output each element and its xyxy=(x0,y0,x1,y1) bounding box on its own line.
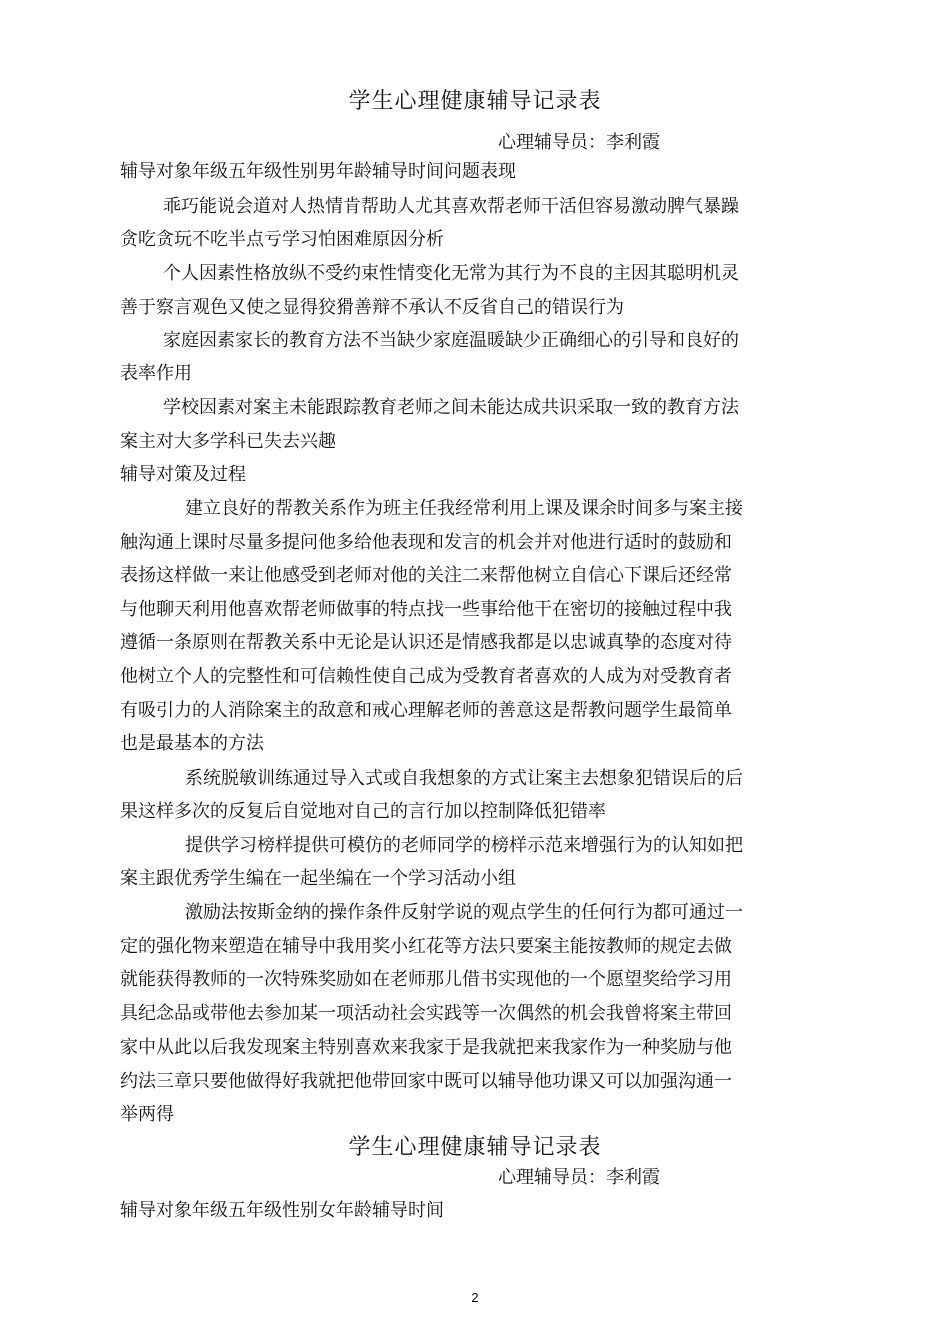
page-number: 2 xyxy=(471,1290,479,1305)
school-factor-line: 学校因素对案主未能跟踪教育老师之间未能达成共识采取一致的教育方法 xyxy=(163,397,739,418)
incentive-line: 具纪念品或带他去参加某一项活动社会实践等一次偶然的机会我曾将案主带回 xyxy=(120,1003,732,1024)
incentive-line: 定的强化物来塑造在辅导中我用奖小红花等方法只要案主能按教师的规定去做 xyxy=(120,936,732,957)
relation-paragraph-line: 与他聊天利用他喜欢帮老师做事的特点找一些事给他干在密切的接触过程中我 xyxy=(120,599,732,620)
relation-paragraph-line: 有吸引力的人消除案主的敌意和戒心理解老师的善意这是帮教问题学生最简单 xyxy=(120,700,732,721)
family-factor-line: 表率作用 xyxy=(120,363,192,384)
relation-paragraph-line: 表扬这样做一来让他感受到老师对他的关注二来帮他树立自信心下课后还经常 xyxy=(120,565,732,586)
counselor-line-2: 心理辅导员：李利霞 xyxy=(498,1167,660,1188)
desensitization-line: 系统脱敏训练通过导入式或自我想象的方式让案主去想象犯错误后的后 xyxy=(185,768,743,789)
strategy-heading: 辅导对策及过程 xyxy=(120,464,246,485)
relation-paragraph-line: 触沟通上课时尽量多提问他多给他表现和发言的机会并对他进行适时的鼓励和 xyxy=(120,532,732,553)
incentive-line: 就能获得教师的一次特殊奖励如在老师那儿借书实现他的一个愿望奖给学习用 xyxy=(120,969,732,990)
relation-paragraph-line: 他树立个人的完整性和可信赖性使自己成为受教育者喜欢的人成为对受教育者 xyxy=(120,666,732,687)
incentive-line: 家中从此以后我发现案主特别喜欢来我家于是我就把来我家作为一种奖励与他 xyxy=(120,1037,732,1058)
incentive-line: 约法三章只要他做得好我就把他带回家中既可以辅导他功课又可以加强沟通一 xyxy=(120,1071,732,1092)
relation-paragraph-line: 遵循一条原则在帮教关系中无论是认识还是情感我都是以忠诚真挚的态度对待 xyxy=(120,632,732,653)
subject-info-line: 辅导对象年级五年级性别男年龄辅导时间问题表现 xyxy=(120,161,516,182)
personal-factor-line: 个人因素性格放纵不受约束性情变化无常为其行为不良的主因其聪明机灵 xyxy=(163,263,739,284)
role-model-line: 提供学习榜样提供可模仿的老师同学的榜样示范来增强行为的认知如把 xyxy=(185,835,743,856)
problem-line: 贪吃贪玩不吃半点亏学习怕困难原因分析 xyxy=(120,229,444,250)
role-model-line: 案主跟优秀学生编在一起坐编在一个学习活动小组 xyxy=(120,868,516,889)
subject-info-line-2: 辅导对象年级五年级性别女年龄辅导时间 xyxy=(120,1200,444,1221)
personal-factor-line: 善于察言观色又使之显得狡猾善辩不承认不反省自己的错误行为 xyxy=(120,297,624,318)
incentive-line: 举两得 xyxy=(120,1104,174,1125)
counselor-line: 心理辅导员：李利霞 xyxy=(498,132,660,153)
problem-line: 乖巧能说会道对人热情肯帮助人尤其喜欢帮老师干活但容易激动脾气暴躁 xyxy=(163,196,739,217)
desensitization-line: 果这样多次的反复后自觉地对自己的言行加以控制降低犯错率 xyxy=(120,801,606,822)
family-factor-line: 家庭因素家长的教育方法不当缺少家庭温暖缺少正确细心的引导和良好的 xyxy=(163,330,739,351)
record-title: 学生心理健康辅导记录表 xyxy=(348,89,602,114)
incentive-line: 激励法按斯金纳的操作条件反射学说的观点学生的任何行为都可通过一 xyxy=(185,902,743,923)
relation-paragraph-line: 建立良好的帮教关系作为班主任我经常利用上课及课余时间多与案主接 xyxy=(185,498,743,519)
relation-paragraph-line: 也是最基本的方法 xyxy=(120,733,264,754)
record-title-2: 学生心理健康辅导记录表 xyxy=(348,1135,602,1160)
school-factor-line: 案主对大多学科已失去兴趣 xyxy=(120,431,336,452)
